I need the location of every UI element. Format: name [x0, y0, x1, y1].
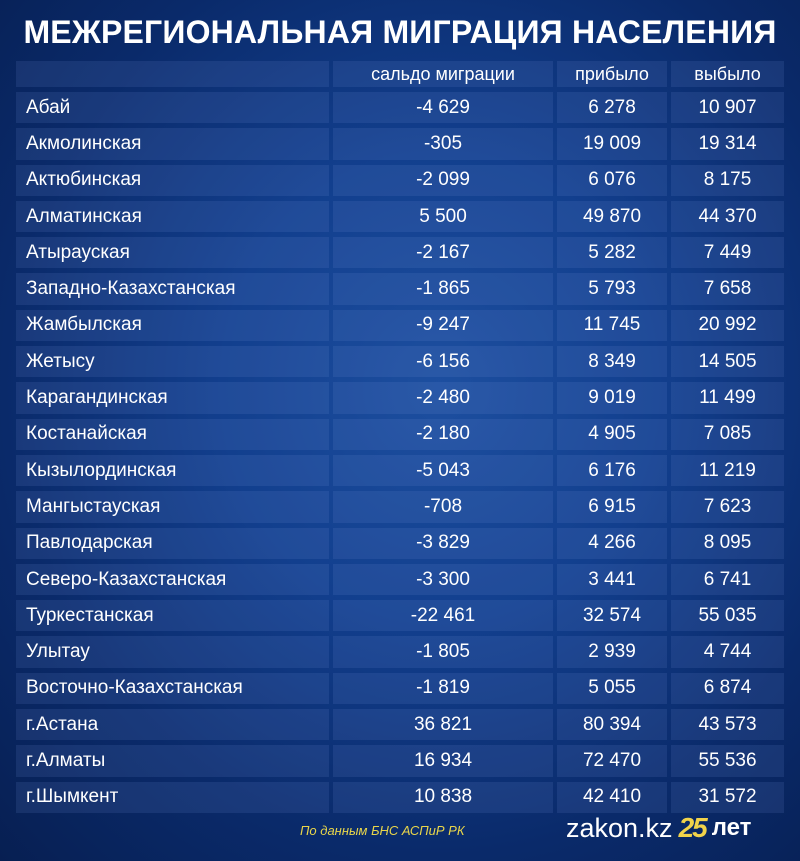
saldo-cell: -2 099 — [329, 165, 553, 196]
departed-cell: 7 623 — [667, 491, 784, 522]
table-row — [16, 709, 784, 740]
table-row — [16, 419, 784, 450]
saldo-cell: -1 865 — [329, 273, 553, 304]
saldo-cell: -4 629 — [329, 92, 553, 123]
region-cell: Жамбылская — [16, 310, 329, 341]
departed-cell: 4 744 — [667, 636, 784, 667]
departed-cell: 7 658 — [667, 273, 784, 304]
arrived-cell: 72 470 — [553, 745, 667, 776]
departed-cell: 8 175 — [667, 165, 784, 196]
departed-cell: 20 992 — [667, 310, 784, 341]
departed-cell: 7 085 — [667, 419, 784, 450]
saldo-cell: -1 805 — [329, 636, 553, 667]
saldo-cell: 5 500 — [329, 201, 553, 232]
departed-cell: 11 219 — [667, 455, 784, 486]
arrived-cell: 3 441 — [553, 564, 667, 595]
region-cell: Актюбинская — [16, 165, 329, 196]
arrived-cell: 49 870 — [553, 201, 667, 232]
arrived-cell: 6 176 — [553, 455, 667, 486]
region-cell: Костанайская — [16, 419, 329, 450]
departed-cell: 7 449 — [667, 237, 784, 268]
header-region — [16, 61, 329, 87]
region-cell: г.Астана — [16, 709, 329, 740]
region-cell: Алматинская — [16, 201, 329, 232]
arrived-cell: 5 793 — [553, 273, 667, 304]
departed-cell: 43 573 — [667, 709, 784, 740]
saldo-cell: 16 934 — [329, 745, 553, 776]
table-row — [16, 673, 784, 704]
table-row — [16, 455, 784, 486]
saldo-cell: -1 819 — [329, 673, 553, 704]
region-cell: Кызылординская — [16, 455, 329, 486]
arrived-cell: 6 076 — [553, 165, 667, 196]
logo-anniversary: 25 — [678, 812, 706, 843]
table-row — [16, 201, 784, 232]
table-row — [16, 745, 784, 776]
saldo-cell: -3 829 — [329, 528, 553, 559]
table-row — [16, 165, 784, 196]
table-header-row — [16, 61, 784, 87]
region-cell: Улытау — [16, 636, 329, 667]
saldo-cell: -22 461 — [329, 600, 553, 631]
departed-cell: 55 035 — [667, 600, 784, 631]
region-cell: Павлодарская — [16, 528, 329, 559]
region-cell: Жетысу — [16, 346, 329, 377]
table-row — [16, 382, 784, 413]
saldo-cell: -9 247 — [329, 310, 553, 341]
migration-table — [16, 56, 784, 818]
saldo-cell: -708 — [329, 491, 553, 522]
table-row — [16, 346, 784, 377]
region-cell: г.Алматы — [16, 745, 329, 776]
arrived-cell: 2 939 — [553, 636, 667, 667]
saldo-cell: -3 300 — [329, 564, 553, 595]
arrived-cell: 6 278 — [553, 92, 667, 123]
saldo-cell: -2 167 — [329, 237, 553, 268]
arrived-cell: 5 282 — [553, 237, 667, 268]
departed-cell: 19 314 — [667, 128, 784, 159]
arrived-cell: 4 905 — [553, 419, 667, 450]
region-cell: Карагандинская — [16, 382, 329, 413]
region-cell: Абай — [16, 92, 329, 123]
header-arrived: прибыло — [553, 61, 667, 87]
departed-cell: 10 907 — [667, 92, 784, 123]
logo-years: лет — [711, 814, 752, 841]
departed-cell: 6 874 — [667, 673, 784, 704]
arrived-cell: 6 915 — [553, 491, 667, 522]
header-departed: выбыло — [667, 61, 784, 87]
zakon-logo — [566, 808, 751, 848]
table-row — [16, 92, 784, 123]
arrived-cell: 9 019 — [553, 382, 667, 413]
logo-text: zakon.kz — [566, 812, 673, 843]
region-cell: Акмолинская — [16, 128, 329, 159]
arrived-cell: 80 394 — [553, 709, 667, 740]
header-saldo: сальдо миграции — [329, 61, 553, 87]
saldo-cell: 10 838 — [329, 782, 553, 813]
saldo-cell: 36 821 — [329, 709, 553, 740]
table-row — [16, 310, 784, 341]
arrived-cell: 42 410 — [553, 782, 667, 813]
saldo-cell: -6 156 — [329, 346, 553, 377]
table-row — [16, 528, 784, 559]
region-cell: Мангыстауская — [16, 491, 329, 522]
table-row — [16, 237, 784, 268]
arrived-cell: 4 266 — [553, 528, 667, 559]
departed-cell: 55 536 — [667, 745, 784, 776]
table-row — [16, 600, 784, 631]
region-cell: Западно-Казахстанская — [16, 273, 329, 304]
region-cell: Восточно-Казахстанская — [16, 673, 329, 704]
saldo-cell: -305 — [329, 128, 553, 159]
table-row — [16, 564, 784, 595]
departed-cell: 14 505 — [667, 346, 784, 377]
page-title: МЕЖРЕГИОНАЛЬНАЯ МИГРАЦИЯ НАСЕЛЕНИЯ — [23, 14, 777, 50]
table-row — [16, 636, 784, 667]
departed-cell: 6 741 — [667, 564, 784, 595]
region-cell: г.Шымкент — [16, 782, 329, 813]
arrived-cell: 32 574 — [553, 600, 667, 631]
departed-cell: 11 499 — [667, 382, 784, 413]
region-cell: Атырауская — [16, 237, 329, 268]
departed-cell: 31 572 — [667, 782, 784, 813]
arrived-cell: 5 055 — [553, 673, 667, 704]
arrived-cell: 11 745 — [553, 310, 667, 341]
region-cell: Северо-Казахстанская — [16, 564, 329, 595]
saldo-cell: -5 043 — [329, 455, 553, 486]
table-row — [16, 491, 784, 522]
departed-cell: 8 095 — [667, 528, 784, 559]
arrived-cell: 19 009 — [553, 128, 667, 159]
arrived-cell: 8 349 — [553, 346, 667, 377]
saldo-cell: -2 180 — [329, 419, 553, 450]
table-row — [16, 273, 784, 304]
saldo-cell: -2 480 — [329, 382, 553, 413]
departed-cell: 44 370 — [667, 201, 784, 232]
region-cell: Туркестанская — [16, 600, 329, 631]
source-note: По данным БНС АСПиР РК — [300, 823, 465, 838]
table-row — [16, 128, 784, 159]
